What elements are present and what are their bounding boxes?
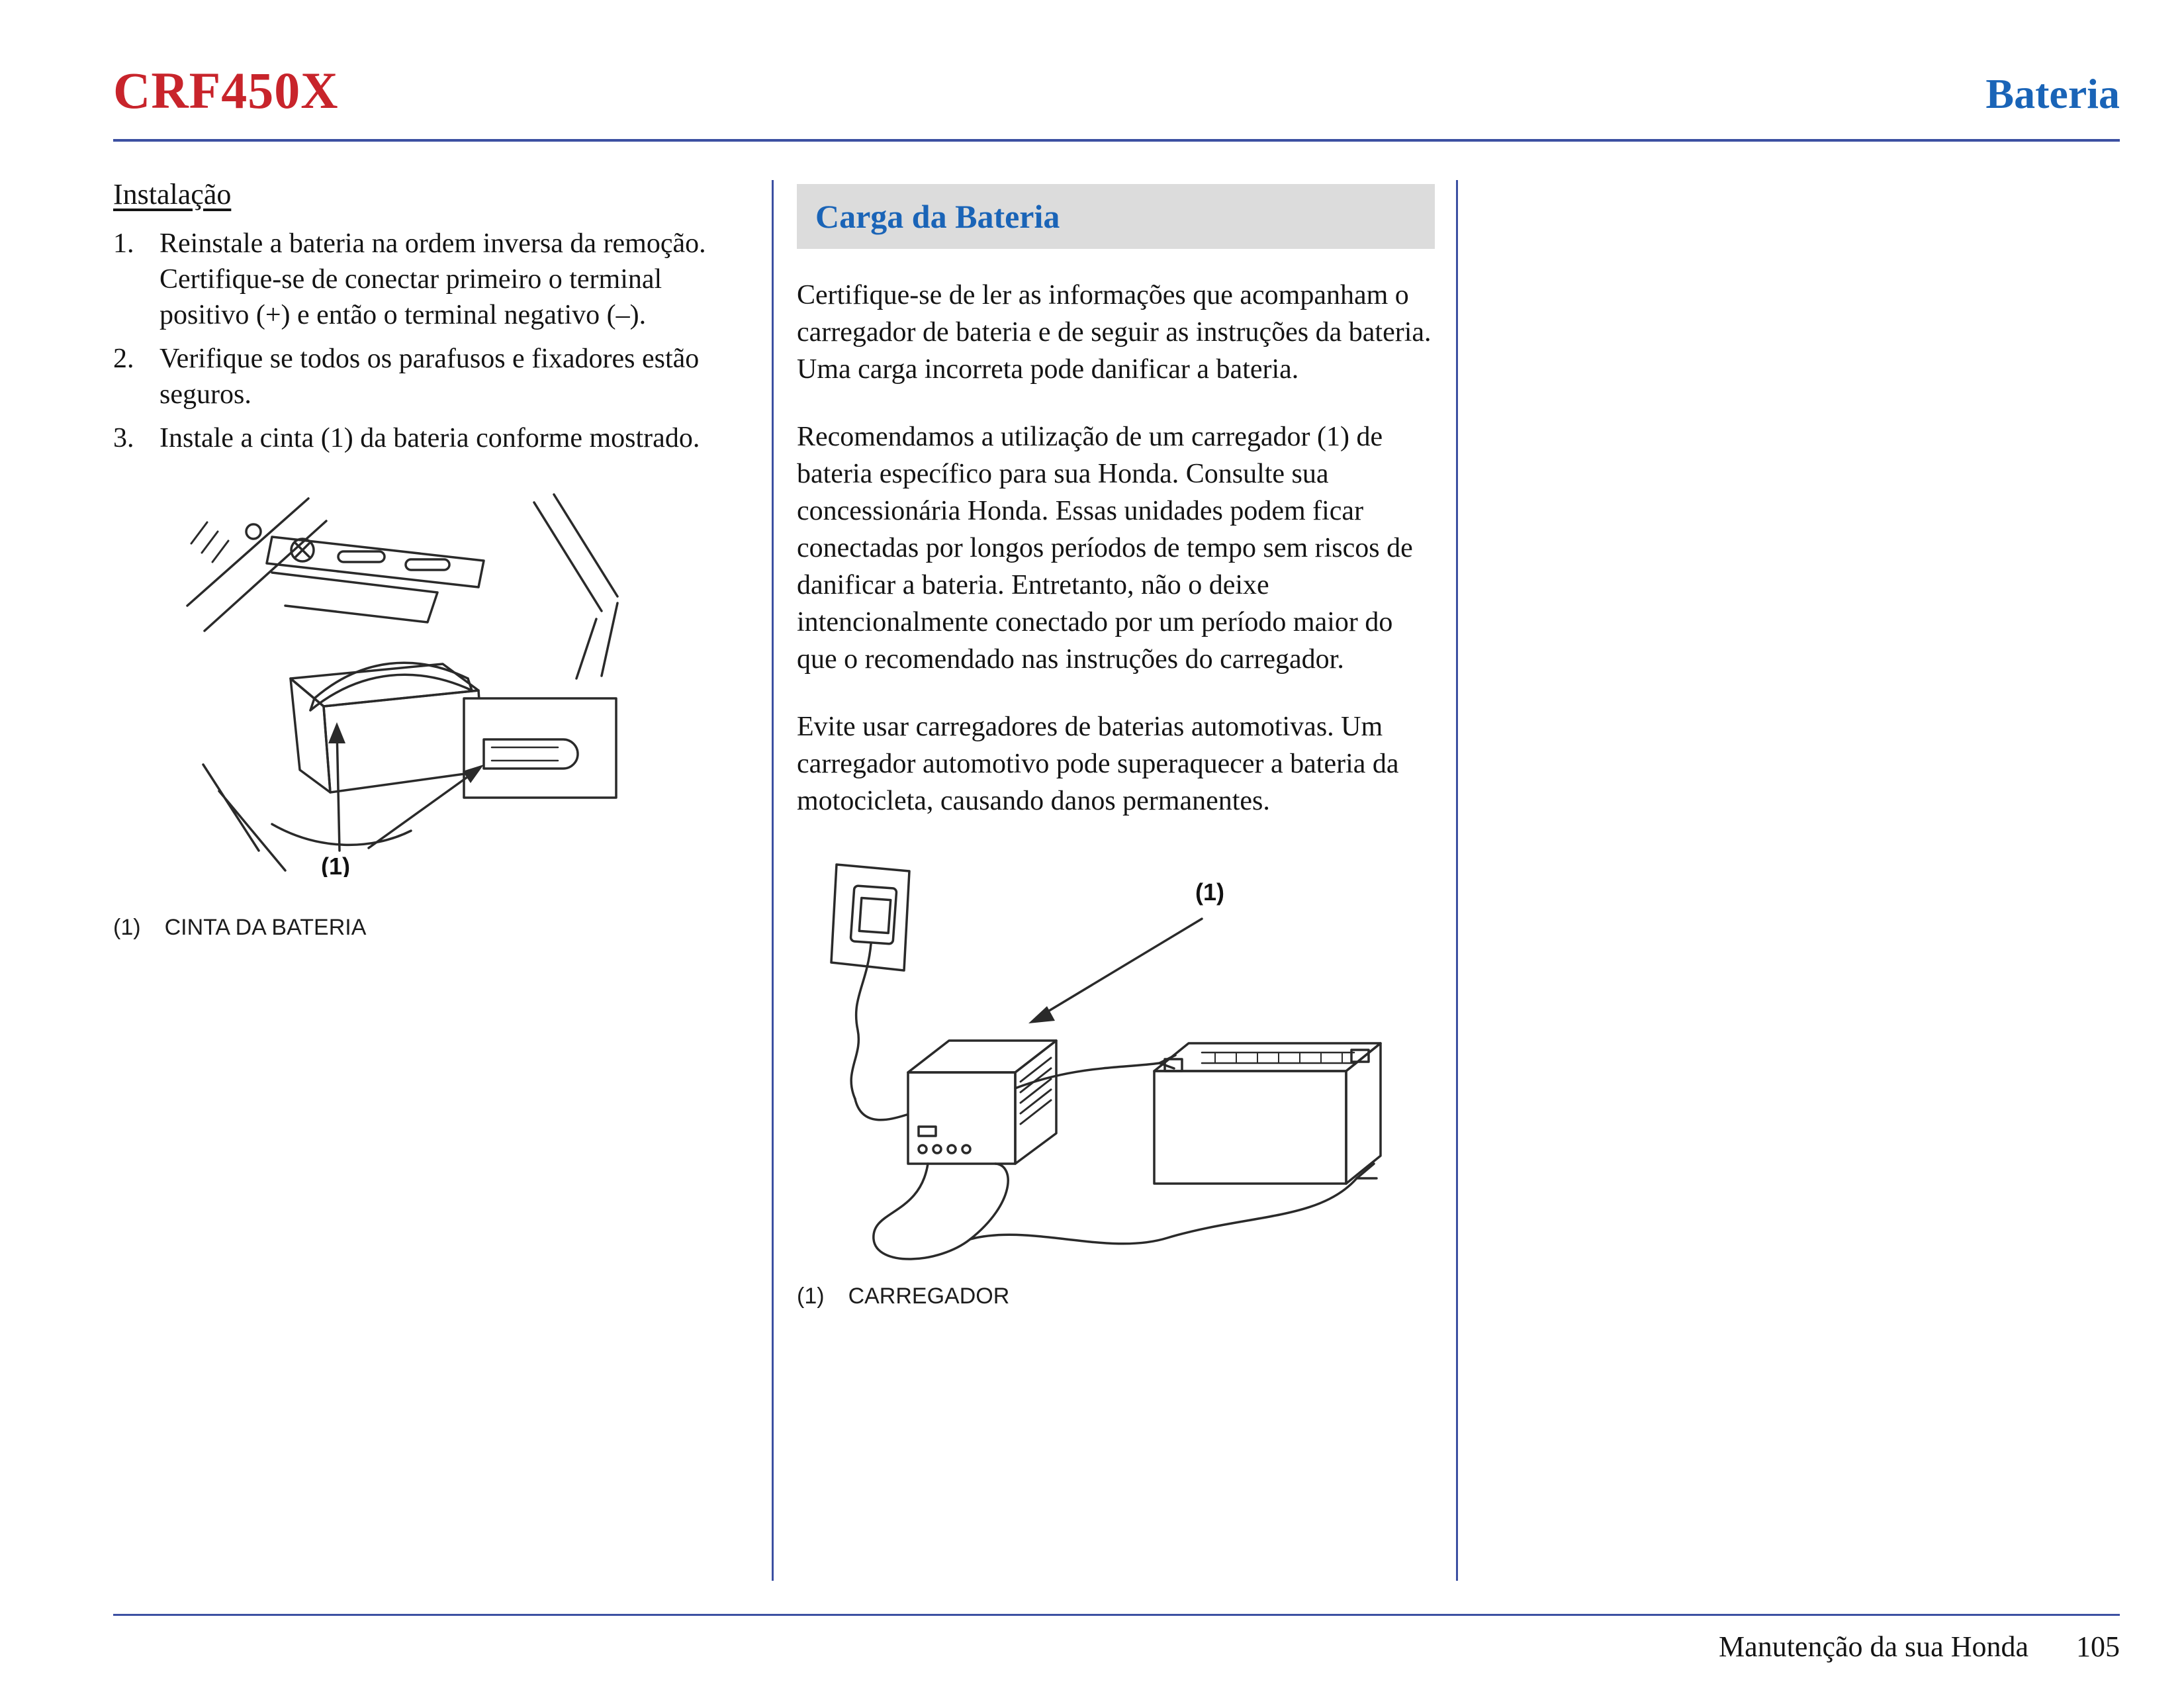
step-item-1 [113,226,758,333]
step-number: 3. [113,423,134,453]
cable-drawing [874,1055,1377,1259]
inset-detail [464,698,616,798]
step-number: 1. [113,228,134,259]
battery-strap-drawing [173,480,623,877]
page-number: 105 [2076,1630,2120,1663]
step-text: Reinstale a bateria na ordem inversa da remoção. Certifique-se de conectar primeiro o terminal positivo (+) e então o terminal negativo (–). [159,228,706,330]
pointer-arrows [328,722,484,851]
right-column [797,184,1435,1309]
charging-paragraph-2: Recomendamos a utilização de um carregador (1) de bateria específico para sua Honda. Consulte sua concessionária Honda. Essas unidades podem ficar conectadas por longos períodos de tempo sem riscos de danificar a bateria. Entretanto, não o deixe intencionalmente conectado por um período maior do que o recomendado nas instruções do carregador. [797,422,1413,675]
caption-number: (1) [797,1284,825,1309]
caption-number: (1) [113,915,141,940]
installation-heading: Instalação [113,178,232,211]
label-arrow [1028,919,1202,1023]
left-column [113,177,758,941]
motorcycle-frame-drawing [187,494,617,870]
page-footer [1719,1630,2120,1664]
footer-rule [113,1614,2120,1616]
charging-paragraph-3: Evite usar carregadores de baterias automotivas. Um carregador automotivo pode superaquecer a bateria da motocicleta, causando danos permanentes. [797,712,1399,816]
charger-box-drawing [908,1041,1056,1164]
left-figure-caption [113,915,758,941]
step-text: Verifique se todos os parafusos e fixadores estão seguros. [159,344,700,410]
step-item-2 [113,341,758,412]
strap-callout-label: (1) [321,853,350,877]
charging-paragraph-1: Certifique-se de ler as informações que acompanham o carregador de bateria e de seguir as instruções da bateria. Uma carga incorreta pode danificar a bateria. [797,280,1432,385]
step-number: 2. [113,344,134,374]
charger-callout-label: (1) [1195,878,1224,906]
charger-drawing [797,853,1392,1263]
footer-title: Manutenção da sua Honda [1719,1630,2028,1663]
charging-section-title: Carga da Bateria [815,198,1060,235]
section-title: Bateria [1985,70,2120,117]
model-title: CRF450X [113,62,339,119]
caption-text: CARREGADOR [848,1284,1010,1309]
step-text: Instale a cinta (1) da bateria conforme mostrado. [159,423,700,453]
battery-box-drawing [1154,1043,1381,1184]
battery-strap-figure [173,480,623,880]
step-item-3 [113,420,758,456]
column-divider-left [772,180,774,1581]
battery-drawing [291,663,484,792]
installation-steps [113,226,758,456]
page-header [113,61,2120,120]
charger-figure [797,853,1392,1266]
wall-plug-drawing [831,865,909,1120]
caption-text: CINTA DA BATERIA [164,915,367,940]
charging-section-box [797,184,1435,249]
column-divider-right [1456,180,1458,1581]
right-figure-caption [797,1284,1435,1309]
header-rule [113,139,2120,142]
